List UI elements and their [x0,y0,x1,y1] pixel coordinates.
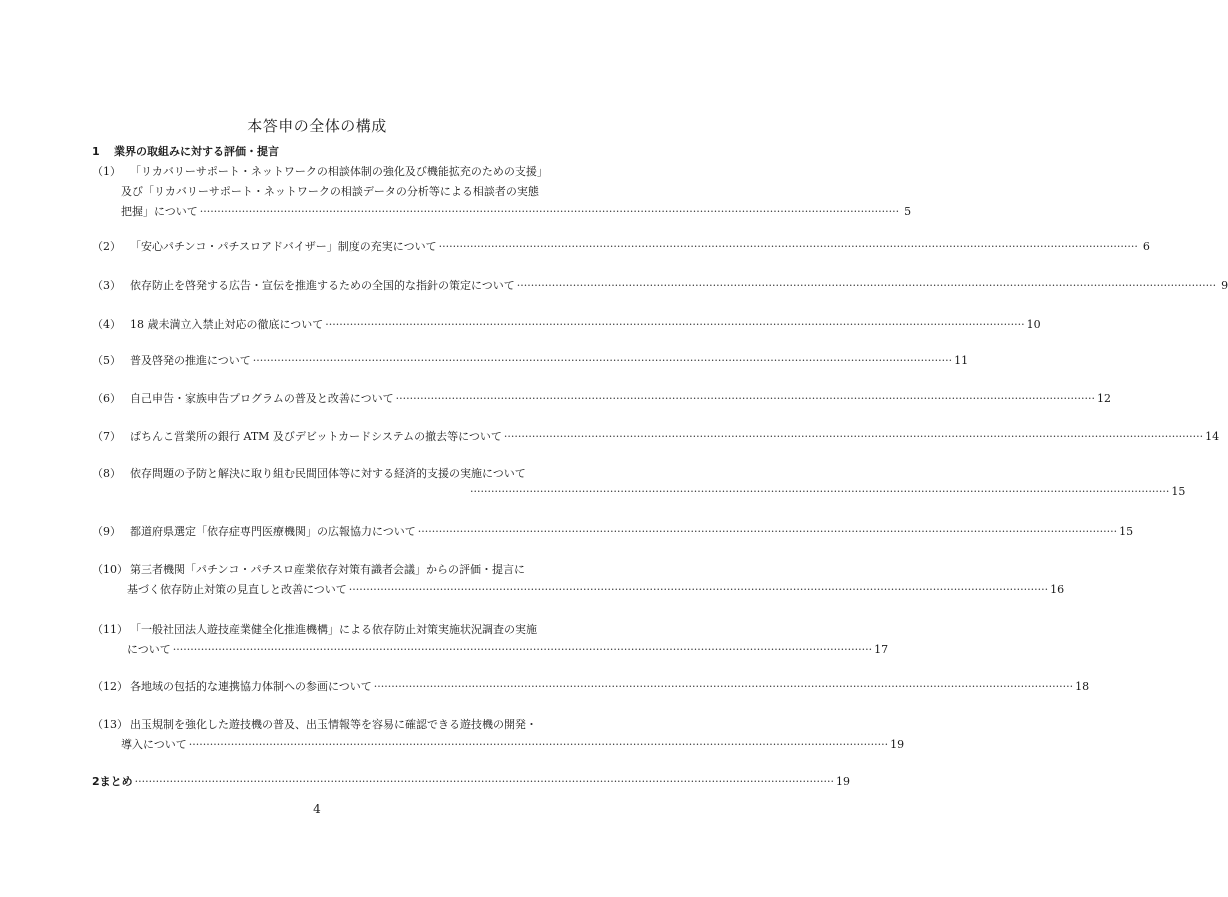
toc-page-number: 6 [1142,240,1150,253]
toc-item-1-line3 [121,203,912,219]
toc-item-number: （4） [92,318,121,331]
toc-item-5 [92,352,969,368]
toc-item-label: 18 歳未満立入禁止対応の徹底について [130,318,324,331]
leader-dots: ········································································································································································································ [325,318,1025,331]
toc-item-3 [92,277,1228,293]
toc-item-12 [92,678,1090,694]
toc-page-number: 16 [1050,583,1065,596]
toc-item-4 [92,316,1041,332]
toc-item-8-line1 [92,465,542,481]
toc-page-number: 17 [874,643,889,656]
toc-item-number: （5） [92,354,121,367]
section-1-heading [92,143,279,159]
leader-dots: ········································································································································································································ [199,205,900,218]
toc-item-label: ぱちんこ営業所の銀行 ATM 及びデビットカードシステムの撤去等について [130,430,502,443]
toc-item-number: （3） [92,279,121,292]
toc-item-6 [92,390,1111,406]
toc-item-13-line2 [121,736,905,752]
leader-dots: ········································································································································································································ [470,485,1170,498]
toc-item-label: 「安心パチンコ・パチスロアドバイザー」制度の充実について [130,240,437,253]
toc-item-label: 第三者機関「パチンコ・パチスロ産業依存対策有識者会議」からの評価・提言に [130,563,526,576]
toc-item-label-cont: 基づく依存防止対策の見直しと改善について [127,583,347,596]
toc-item-9 [92,523,1134,539]
leader-dots: ········································································································································································································ [252,354,953,367]
leader-dots: ········································································································································································································ [516,279,1217,292]
leader-dots: ········································································································································································································ [395,392,1095,405]
toc-page-number: 18 [1075,680,1090,693]
section-2-heading [92,773,850,789]
leader-dots: ········································································································································································································ [188,738,889,751]
toc-item-11-line2 [127,641,889,657]
toc-item-number: （1） [92,165,121,178]
toc-page-number: 15 [1171,485,1186,498]
toc-item-number: （11） [92,623,128,636]
toc-item-label: 「一般社団法人遊技産業健全化推進機構」による依存防止対策実施状況調査の実施 [130,623,537,636]
section-number: 1 [92,145,100,158]
toc-item-number: （10） [92,563,128,576]
toc-item-label-cont: 把握」について [121,205,198,218]
toc-item-number: （2） [92,240,121,253]
toc-item-label-cont: について [127,643,171,656]
toc-page-number: 12 [1097,392,1111,405]
toc-item-label: 都道府県選定「依存症専門医療機関」の広報協力について [130,525,416,538]
page-number: 4 [313,802,321,816]
toc-item-label: 依存防止を啓発する広告・宣伝を推進するための全国的な指針の策定について [130,279,515,292]
toc-page-number: 19 [890,738,905,751]
toc-item-10-line1 [92,561,542,577]
toc-item-8-line2 [468,485,1186,498]
toc-item-7 [92,428,1220,444]
toc-item-label: 普及啓発の推進について [130,354,251,367]
toc-item-number: （8） [92,467,121,480]
leader-dots: ········································································································································································································ [348,583,1049,596]
section-label: まとめ [99,775,133,788]
toc-item-label: 出玉規制を強化した遊技機の普及、出玉情報等を容易に確認できる遊技機の開発・ [130,718,537,731]
toc-page-number: 11 [954,354,969,367]
toc-item-label: 自己申告・家族申告プログラムの普及と改善について [130,392,394,405]
toc-item-1-line2 [121,183,541,199]
section-number: 2 [92,775,100,788]
toc-item-2 [92,238,1150,254]
toc-page-number: 9 [1221,279,1228,292]
leader-dots: ········································································································································································································ [373,680,1074,693]
toc-page-number: 10 [1026,318,1041,331]
toc-item-number: （6） [92,392,121,405]
leader-dots: ········································································································································································································ [417,525,1118,538]
leader-dots: ········································································································································································································ [134,775,834,788]
toc-page-number: 15 [1119,525,1134,538]
toc-page-number: 5 [904,205,912,218]
toc-item-10-line2 [127,581,1065,597]
toc-item-11-line1 [92,621,542,637]
toc-page-number: 19 [835,775,850,788]
section-label: 業界の取組みに対する評価・提言 [114,145,279,158]
toc-item-number: （9） [92,525,121,538]
toc-item-label-cont: 導入について [121,738,187,751]
toc-item-label: 各地域の包括的な連携協力体制への参画について [130,680,372,693]
toc-item-label: 「リカバリーサポート・ネットワークの相談体制の強化及び機能拡充のための支援」 [130,165,548,178]
toc-item-label: 依存問題の予防と解決に取り組む民間団体等に対する経済的支援の実施について [130,467,526,480]
leader-dots: ········································································································································································································ [172,643,873,656]
toc-item-number: （7） [92,430,121,443]
leader-dots: ········································································································································································································ [438,240,1138,253]
page-title: 本答申の全体の構成 [247,117,387,135]
toc-item-number: （12） [92,680,128,693]
toc-page-number: 14 [1205,430,1220,443]
toc-item-1-line1 [92,163,548,179]
toc-item-label-cont: 及び「リカバリーサポート・ネットワークの相談データの分析等による相談者の実態 [121,185,539,198]
toc-item-13-line1 [92,716,542,732]
leader-dots: ········································································································································································································ [503,430,1204,443]
toc-item-number: （13） [92,718,128,731]
